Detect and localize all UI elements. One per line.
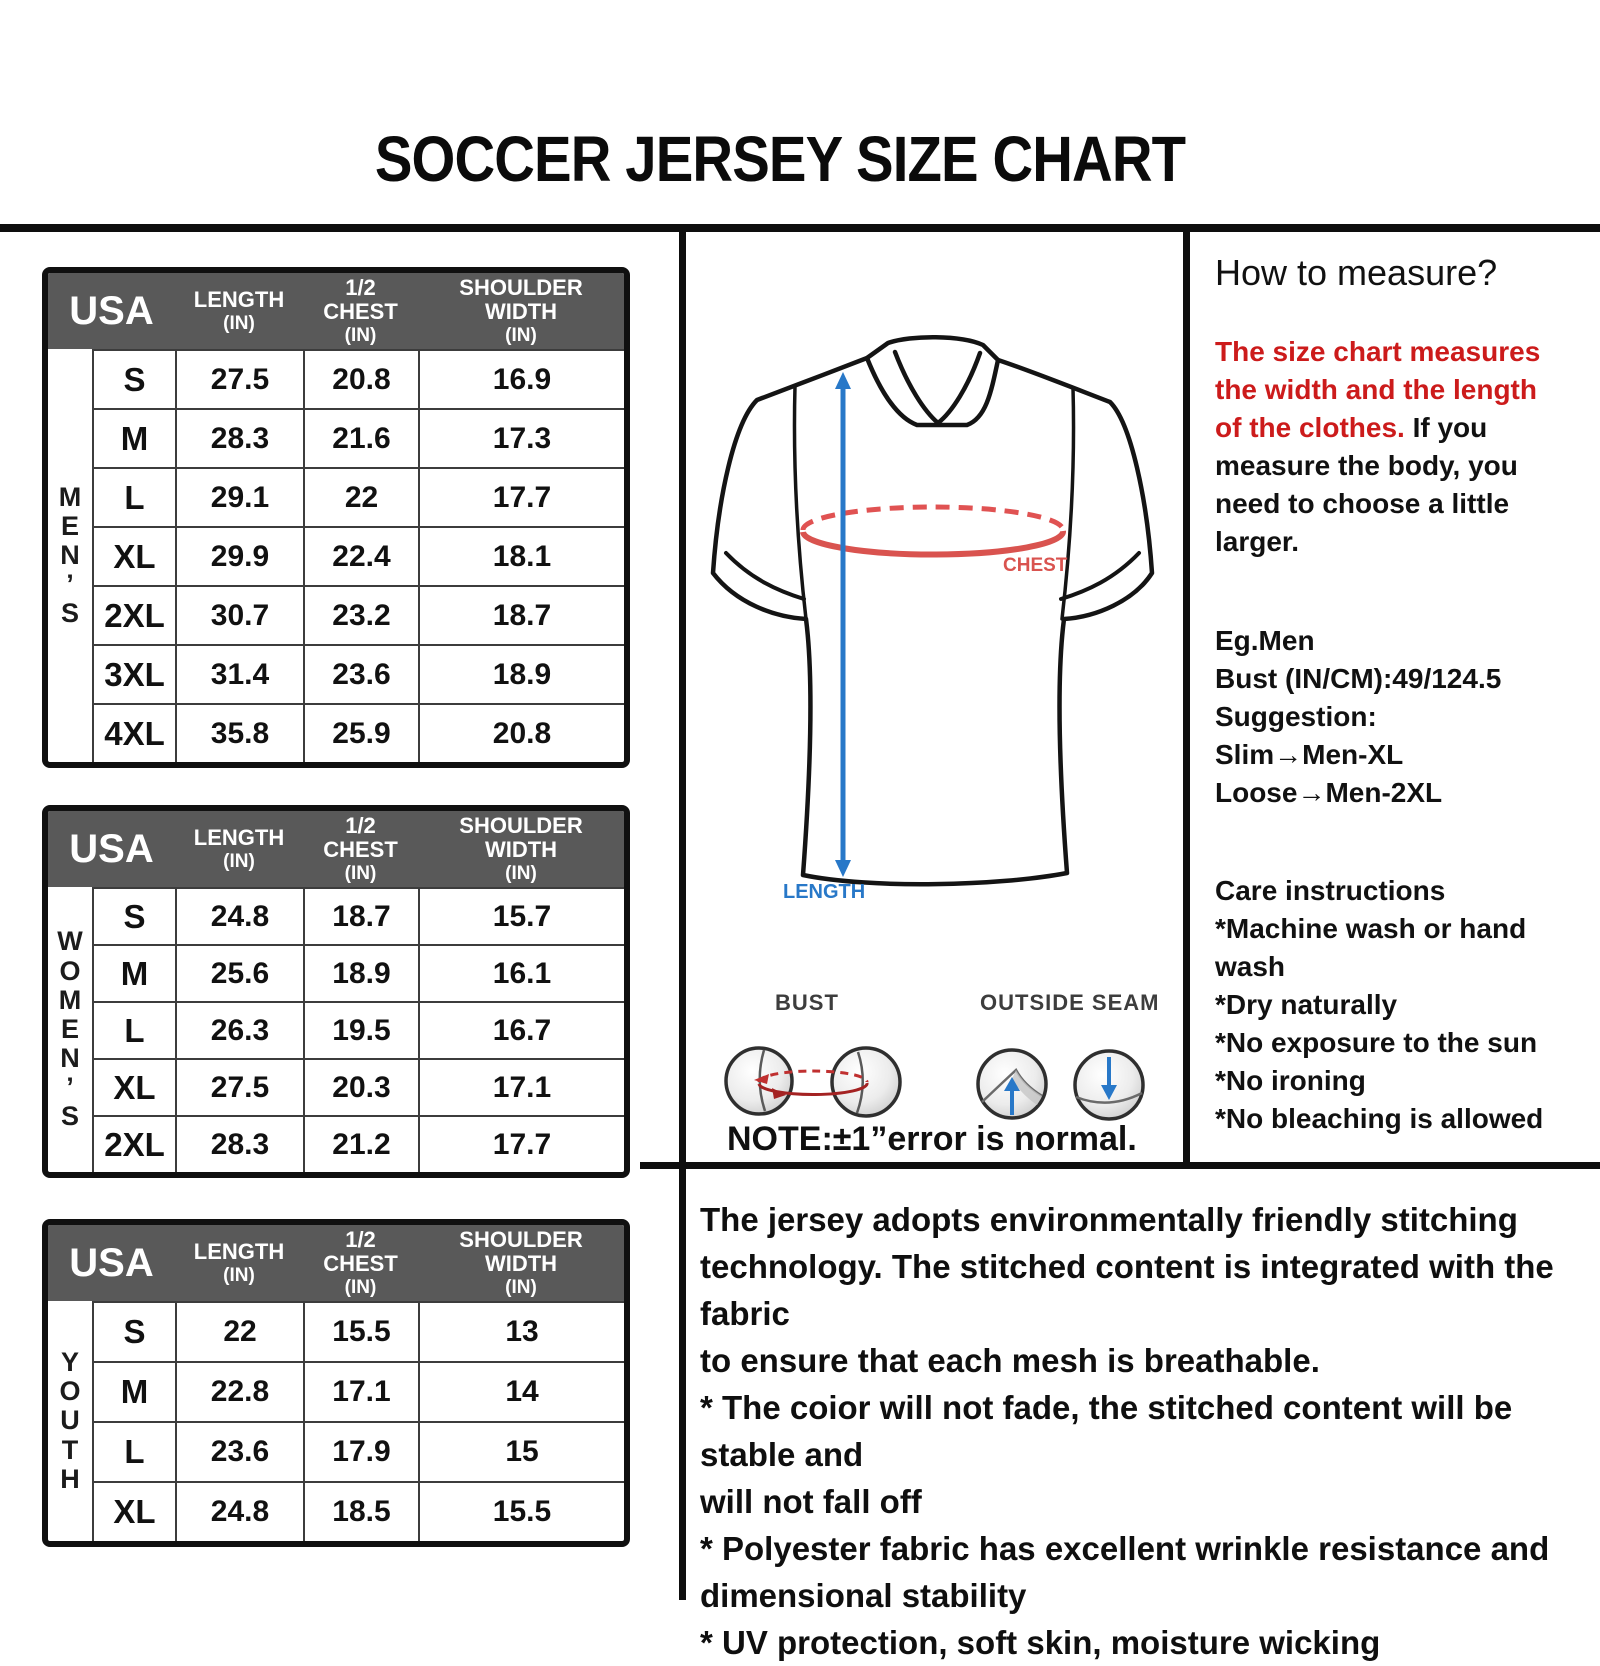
care-line: *Machine wash or hand bbox=[1215, 913, 1527, 944]
group-label-youth: Y O U T H bbox=[59, 1347, 81, 1494]
value-cell: 15.7 bbox=[418, 887, 624, 944]
value-cell: 16.9 bbox=[418, 349, 624, 408]
value-cell: 23.6 bbox=[175, 1421, 303, 1481]
value-cell: 24.8 bbox=[175, 887, 303, 944]
column-header-length: LENGTH (IN) bbox=[175, 1225, 303, 1301]
value-cell: 22.8 bbox=[175, 1361, 303, 1421]
care-line: *No bleaching is allowed bbox=[1215, 1103, 1544, 1134]
intro-line-black: larger. bbox=[1215, 526, 1300, 557]
value-cell: 24.8 bbox=[175, 1481, 303, 1541]
value-cell: 28.3 bbox=[175, 408, 303, 467]
divider-vertical-right bbox=[1183, 232, 1190, 1165]
column-header-chest: 1/2 CHEST (IN) bbox=[303, 273, 418, 349]
value-cell: 15 bbox=[418, 1421, 624, 1481]
column-header-usa: USA bbox=[48, 1225, 175, 1301]
care-line: *Dry naturally bbox=[1215, 989, 1398, 1020]
length-label: LENGTH bbox=[783, 881, 866, 903]
size-cell: L bbox=[92, 1001, 175, 1058]
care-instructions-text bbox=[1215, 872, 1590, 1138]
column-header-chest: 1/2 CHEST (IN) bbox=[303, 811, 418, 887]
tolerance-note: NOTE:±1”error is normal. bbox=[727, 1120, 1137, 1158]
value-cell: 21.2 bbox=[303, 1115, 418, 1172]
column-header-shoulder: SHOULDER WIDTH (IN) bbox=[418, 1225, 624, 1301]
jersey-outline-illustration bbox=[713, 337, 1152, 884]
value-cell: 19.5 bbox=[303, 1001, 418, 1058]
measure-intro-text bbox=[1215, 333, 1590, 561]
size-cell: 4XL bbox=[92, 703, 175, 762]
column-header-usa: USA bbox=[48, 811, 175, 887]
size-cell: M bbox=[92, 408, 175, 467]
value-cell: 16.7 bbox=[418, 1001, 624, 1058]
value-cell: 14 bbox=[418, 1361, 624, 1421]
size-cell: XL bbox=[92, 526, 175, 585]
column-header-usa: USA bbox=[48, 273, 175, 349]
value-cell: 16.1 bbox=[418, 944, 624, 1001]
description-line: technology. The stitched content is integrated with the fabric bbox=[700, 1248, 1554, 1332]
size-cell: S bbox=[92, 349, 175, 408]
value-cell: 29.1 bbox=[175, 467, 303, 526]
value-cell: 13 bbox=[418, 1301, 624, 1361]
size-cell: XL bbox=[92, 1058, 175, 1115]
how-to-measure-heading: How to measure? bbox=[1215, 252, 1498, 293]
value-cell: 20.3 bbox=[303, 1058, 418, 1115]
care-line: Care instructions bbox=[1215, 875, 1446, 906]
description-line: * Polyester fabric has excellent wrinkle resistance and bbox=[700, 1530, 1550, 1567]
value-cell: 23.2 bbox=[303, 585, 418, 644]
size-cell: 2XL bbox=[92, 1115, 175, 1172]
intro-line-red: the width and the length bbox=[1215, 374, 1537, 405]
description-line: * UV protection, soft skin, moisture wicking bbox=[700, 1624, 1381, 1661]
value-cell: 18.5 bbox=[303, 1481, 418, 1541]
size-cell: M bbox=[92, 944, 175, 1001]
value-cell: 22 bbox=[175, 1301, 303, 1361]
value-cell: 18.9 bbox=[303, 944, 418, 1001]
value-cell: 25.6 bbox=[175, 944, 303, 1001]
description-line: to ensure that each mesh is breathable. bbox=[700, 1342, 1320, 1379]
value-cell: 25.9 bbox=[303, 703, 418, 762]
value-cell: 18.1 bbox=[418, 526, 624, 585]
intro-line-red: of the clothes. bbox=[1215, 412, 1405, 443]
column-header-chest: 1/2 CHEST (IN) bbox=[303, 1225, 418, 1301]
size-cell: XL bbox=[92, 1481, 175, 1541]
example-line: Slim→Men-XL bbox=[1215, 739, 1404, 770]
description-line: The jersey adopts environmentally friendly stitching bbox=[700, 1201, 1518, 1238]
outside-seam-label: OUTSIDE SEAM bbox=[980, 990, 1160, 1015]
page-title: SOCCER JERSEY SIZE CHART bbox=[374, 123, 1186, 195]
value-cell: 18.9 bbox=[418, 644, 624, 703]
size-cell: 2XL bbox=[92, 585, 175, 644]
value-cell: 30.7 bbox=[175, 585, 303, 644]
value-cell: 17.9 bbox=[303, 1421, 418, 1481]
value-cell: 15.5 bbox=[418, 1481, 624, 1541]
value-cell: 27.5 bbox=[175, 349, 303, 408]
outside-seam-icon bbox=[978, 1050, 1143, 1119]
example-line: Bust (IN/CM):49/124.5 bbox=[1215, 663, 1502, 694]
intro-line-black: If you bbox=[1404, 412, 1488, 443]
product-description-text bbox=[700, 1196, 1580, 1666]
value-cell: 27.5 bbox=[175, 1058, 303, 1115]
divider-middle bbox=[640, 1162, 1600, 1169]
example-line: Suggestion: bbox=[1215, 701, 1377, 732]
value-cell: 17.1 bbox=[418, 1058, 624, 1115]
value-cell: 22 bbox=[303, 467, 418, 526]
column-header-shoulder: SHOULDER WIDTH (IN) bbox=[418, 811, 624, 887]
example-line: Eg.Men bbox=[1215, 625, 1315, 656]
value-cell: 26.3 bbox=[175, 1001, 303, 1058]
bust-measure-icon bbox=[726, 1048, 900, 1116]
example-line: Loose→Men-2XL bbox=[1215, 777, 1443, 808]
value-cell: 17.7 bbox=[418, 467, 624, 526]
description-line: * The coior will not fade, the stitched content will be stable and bbox=[700, 1389, 1513, 1473]
size-cell: M bbox=[92, 1361, 175, 1421]
intro-line-black: measure the body, you bbox=[1215, 450, 1518, 481]
youth-size-table bbox=[42, 1219, 630, 1547]
jersey-measurement-diagram bbox=[686, 231, 1183, 1163]
value-cell: 15.5 bbox=[303, 1301, 418, 1361]
value-cell: 21.6 bbox=[303, 408, 418, 467]
care-line: *No ironing bbox=[1215, 1065, 1366, 1096]
value-cell: 22.4 bbox=[303, 526, 418, 585]
care-line: wash bbox=[1215, 951, 1286, 982]
column-header-length: LENGTH (IN) bbox=[175, 273, 303, 349]
group-label-mens: M E N ’ S bbox=[58, 481, 82, 629]
size-cell: 3XL bbox=[92, 644, 175, 703]
size-cell: S bbox=[92, 1301, 175, 1361]
mens-size-table bbox=[42, 267, 630, 768]
chest-label: CHEST bbox=[1003, 555, 1068, 576]
value-cell: 31.4 bbox=[175, 644, 303, 703]
group-label-womens: W O M E N ’ S bbox=[57, 926, 83, 1132]
value-cell: 28.3 bbox=[175, 1115, 303, 1172]
value-cell: 17.1 bbox=[303, 1361, 418, 1421]
size-cell: L bbox=[92, 1421, 175, 1481]
value-cell: 17.3 bbox=[418, 408, 624, 467]
value-cell: 18.7 bbox=[303, 887, 418, 944]
column-header-length: LENGTH (IN) bbox=[175, 811, 303, 887]
care-line: *No exposure to the sun bbox=[1215, 1027, 1538, 1058]
value-cell: 17.7 bbox=[418, 1115, 624, 1172]
value-cell: 20.8 bbox=[303, 349, 418, 408]
intro-line-black: need to choose a little bbox=[1215, 488, 1510, 519]
divider-vertical-left bbox=[679, 232, 686, 1600]
value-cell: 18.7 bbox=[418, 585, 624, 644]
sizing-example-text bbox=[1215, 622, 1590, 812]
bust-label: BUST bbox=[775, 990, 839, 1015]
column-header-shoulder: SHOULDER WIDTH (IN) bbox=[418, 273, 624, 349]
womens-size-table bbox=[42, 805, 630, 1178]
value-cell: 23.6 bbox=[303, 644, 418, 703]
size-cell: L bbox=[92, 467, 175, 526]
description-line: will not fall off bbox=[700, 1483, 922, 1520]
value-cell: 20.8 bbox=[418, 703, 624, 762]
intro-line-red: The size chart measures bbox=[1215, 336, 1541, 367]
description-line: dimensional stability bbox=[700, 1577, 1027, 1614]
size-cell: S bbox=[92, 887, 175, 944]
value-cell: 29.9 bbox=[175, 526, 303, 585]
value-cell: 35.8 bbox=[175, 703, 303, 762]
